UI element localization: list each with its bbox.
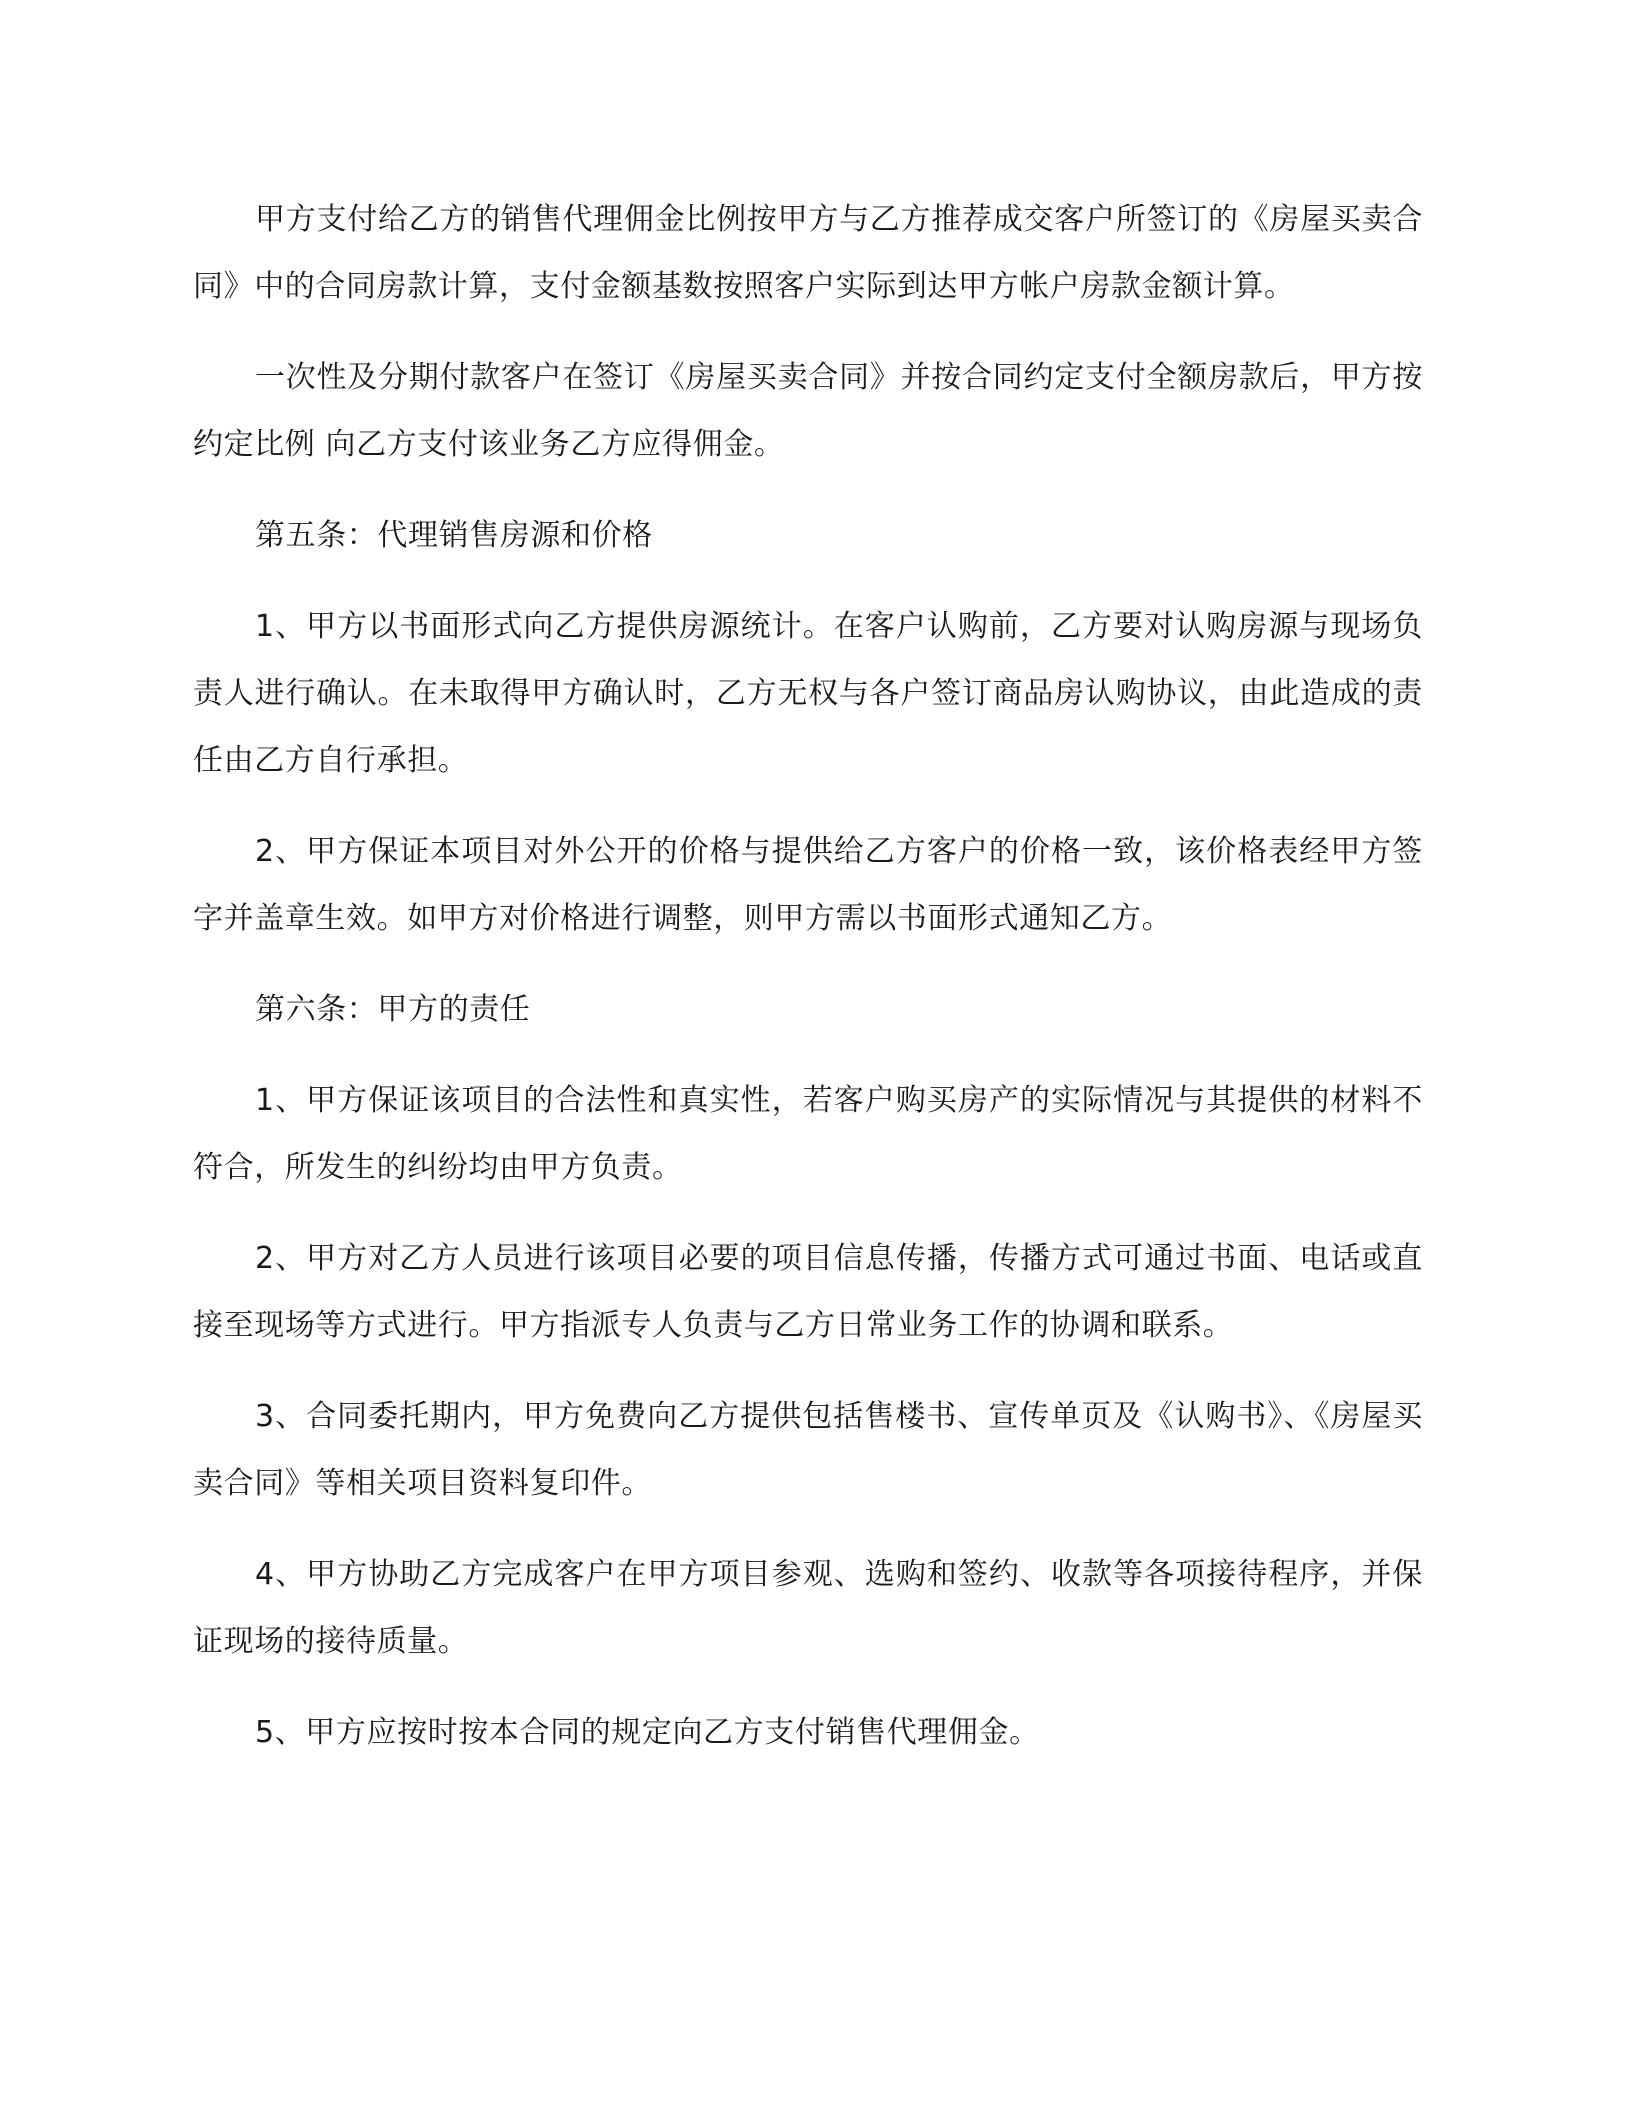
paragraph-article-6-item-3: 3、合同委托期内，甲方免费向乙方提供包括售楼书、宣传单页及《认购书》、《房屋买卖合同》等相关项目资料复印件。 [193,1399,1423,1501]
paragraph-article-6-item-2: 2、甲方对乙方人员进行该项目必要的项目信息传播，传播方式可通过书面、电话或直接至现场等方式进行。甲方指派专人负责与乙方日常业务工作的协调和联系。 [193,1241,1423,1343]
section-heading-article-6: 第六条：甲方的责任 [255,992,531,1027]
document-body [193,186,1423,1790]
section-heading-article-5: 第五条：代理销售房源和价格 [255,518,653,553]
paragraph-article-6-item-4: 4、甲方协助乙方完成客户在甲方项目参观、选购和签约、收款等各项接待程序，并保证现场的接待质量。 [193,1557,1423,1659]
paragraph-article-6-item-1: 1、甲方保证该项目的合法性和真实性，若客户购买房产的实际情况与其提供的材料不符合，所发生的纠纷均由甲方负责。 [193,1083,1423,1185]
paragraph-payment-timing: 一次性及分期付款客户在签订《房屋买卖合同》并按合同约定支付全额房款后，甲方按约定比例 向乙方支付该业务乙方应得佣金。 [193,360,1423,462]
paragraph-commission-calculation: 甲方支付给乙方的销售代理佣金比例按甲方与乙方推荐成交客户所签订的《房屋买卖合同》中的合同房款计算，支付金额基数按照客户实际到达甲方帐户房款金额计算。 [193,202,1423,304]
paragraph-article-5-item-1: 1、甲方以书面形式向乙方提供房源统计。在客户认购前，乙方要对认购房源与现场负责人进行确认。在未取得甲方确认时，乙方无权与各户签订商品房认购协议，由此造成的责任由乙方自行承担。 [193,609,1423,778]
paragraph-article-6-item-5: 5、甲方应按时按本合同的规定向乙方支付销售代理佣金。 [255,1715,1040,1750]
paragraph-article-5-item-2: 2、甲方保证本项目对外公开的价格与提供给乙方客户的价格一致，该价格表经甲方签字并盖章生效。如甲方对价格进行调整，则甲方需以书面形式通知乙方。 [193,834,1423,936]
